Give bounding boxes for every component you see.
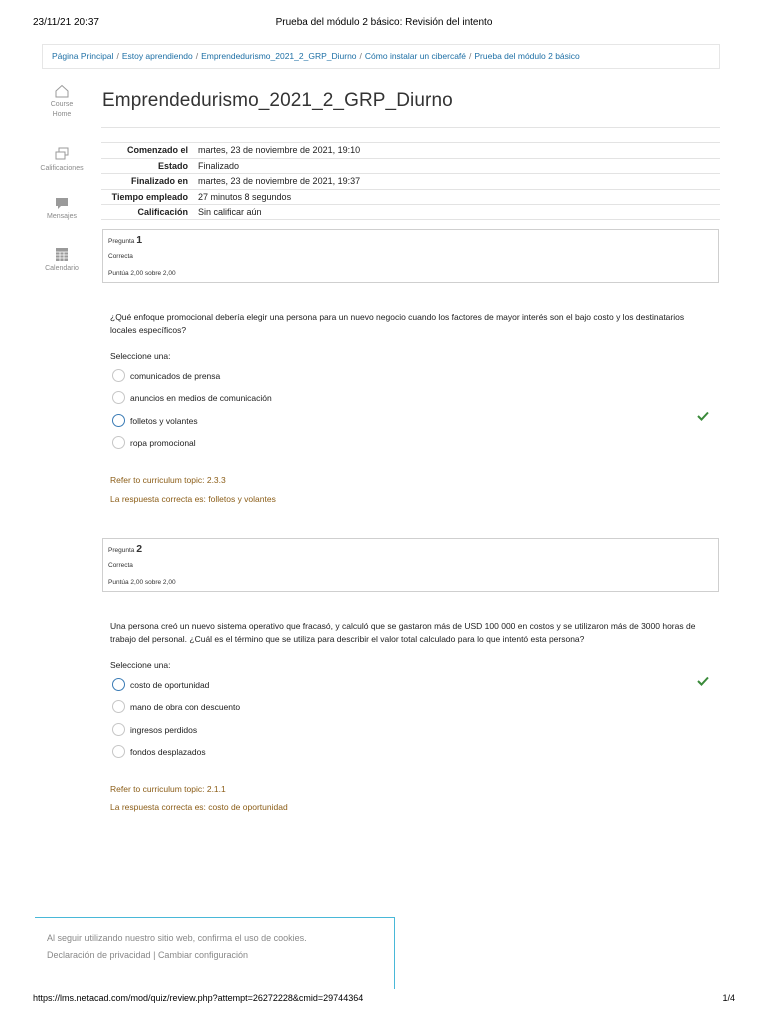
correct-check-icon <box>697 676 709 686</box>
nav-grades[interactable] <box>34 146 90 174</box>
summary-value: 27 minutos 8 segundos <box>198 191 292 202</box>
print-footer <box>33 993 735 1007</box>
question-1-topic: Refer to curriculum topic: 2.3.3 <box>110 475 226 485</box>
summary-label: Estado <box>157 160 188 171</box>
radio-button[interactable] <box>112 369 125 382</box>
correct-check-icon <box>697 411 709 421</box>
message-icon <box>54 196 70 210</box>
nav-calendar[interactable] <box>34 247 90 274</box>
question-1-text: ¿Qué enfoque promocional debería elegir una persona para un nuevo negocio cuando los factores de mayor interés son el bajo costo y los destinatarios locales específicos? <box>110 312 685 335</box>
breadcrumb-separator: / <box>469 51 472 61</box>
question-number-value: 1 <box>136 234 143 246</box>
question-prefix: Pregunta <box>108 547 135 554</box>
summary-value: martes, 23 de noviembre de 2021, 19:37 <box>198 176 361 186</box>
question-2-prompt: Seleccione una: <box>110 660 171 670</box>
summary-row <box>101 204 720 220</box>
nav-grades-label: Calificaciones <box>40 165 84 172</box>
summary-label: Finalizado en <box>130 176 188 186</box>
question-number-value: 2 <box>136 543 143 555</box>
answer-option[interactable] <box>112 435 196 451</box>
answer-label: ingresos perdidos <box>130 724 198 735</box>
cookie-banner <box>35 917 395 989</box>
grades-icon <box>54 146 70 162</box>
question-grade: Puntúa 2,00 sobre 2,00 <box>108 270 176 277</box>
answer-option-selected[interactable] <box>112 413 198 429</box>
answer-label: ropa promocional <box>130 437 196 448</box>
breadcrumb <box>42 44 720 69</box>
summary-label: Tiempo empleado <box>111 191 188 202</box>
answer-option[interactable] <box>112 390 272 406</box>
question-grade: Puntúa 2,00 sobre 2,00 <box>108 579 176 586</box>
attempt-summary-table <box>101 142 720 220</box>
breadcrumb-quiz[interactable]: Prueba del módulo 2 básico <box>474 51 580 61</box>
answer-option[interactable] <box>112 722 197 738</box>
breadcrumb-home[interactable]: Página Principal <box>52 51 114 61</box>
print-date: 23/11/21 20:37 <box>33 17 99 28</box>
answer-label: costo de oportunidad <box>130 679 210 690</box>
radio-button[interactable] <box>112 700 125 713</box>
answer-option[interactable] <box>112 699 240 715</box>
change-settings-link[interactable]: Cambiar configuración <box>157 950 248 960</box>
divider <box>101 127 720 128</box>
breadcrumb-separator: / <box>116 51 119 61</box>
breadcrumb-separator: / <box>359 51 362 61</box>
breadcrumb-course[interactable]: Emprendedurismo_2021_2_GRP_Diurno <box>201 51 357 61</box>
print-title: Prueba del módulo 2 básico: Revisión del intento <box>275 17 493 28</box>
summary-row <box>101 189 720 205</box>
nav-messages-label: Mensajes <box>47 213 77 220</box>
question-state: Correcta <box>108 253 133 260</box>
breadcrumb-section[interactable]: Cómo instalar un cibercafé <box>364 51 467 61</box>
question-2-text: Una persona creó un nuevo sistema operativo que fracasó, y calculó que se gastaron más de USD 100 000 en costos y se utilizaron más de 3000 horas de trabajo del personal. ¿Cuál es el término que se utiliza para describir el valor total calculado para lo que intentó esta persona? <box>110 621 696 644</box>
question-1-info <box>102 229 719 283</box>
print-header <box>33 17 735 31</box>
radio-button[interactable] <box>112 723 125 736</box>
question-state: Correcta <box>108 562 133 569</box>
question-number <box>108 234 713 247</box>
radio-button[interactable] <box>112 436 125 449</box>
summary-row <box>101 173 720 189</box>
radio-button-selected[interactable] <box>112 678 125 691</box>
summary-label: Comenzado el <box>126 145 188 155</box>
question-2-correct-answer: La respuesta correcta es: costo de oportunidad <box>110 802 288 812</box>
question-2-info <box>102 538 719 592</box>
radio-button-selected[interactable] <box>112 414 125 427</box>
cookie-divider: | <box>153 950 156 960</box>
summary-row <box>101 142 720 158</box>
cookie-links <box>47 950 248 960</box>
breadcrumb-learning[interactable]: Estoy aprendiendo <box>121 51 193 61</box>
answer-label: folletos y volantes <box>130 415 198 426</box>
breadcrumb-separator: / <box>195 51 199 61</box>
radio-button[interactable] <box>112 391 125 404</box>
print-page-number: 1/4 <box>722 993 735 1003</box>
nav-course-home-label-1: Course <box>50 101 74 108</box>
privacy-link[interactable]: Declaración de privacidad <box>47 950 151 960</box>
answer-option[interactable] <box>112 744 206 760</box>
question-prefix: Pregunta <box>108 238 135 245</box>
answer-option-selected[interactable] <box>112 677 209 693</box>
nav-course-home-label-2: Home <box>52 111 72 118</box>
answer-label: comunicados de prensa <box>130 370 221 381</box>
question-1-correct-answer: La respuesta correcta es: folletos y volantes <box>110 494 276 504</box>
answer-label: mano de obra con descuento <box>130 701 241 712</box>
summary-value: Sin calificar aún <box>198 207 262 217</box>
summary-value: martes, 23 de noviembre de 2021, 19:10 <box>198 145 361 155</box>
print-url: https://lms.netacad.com/mod/quiz/review.php?attempt=26272228&cmid=29744364 <box>33 993 364 1003</box>
radio-button[interactable] <box>112 745 125 758</box>
answer-option[interactable] <box>112 368 220 384</box>
nav-calendar-label: Calendario <box>45 265 79 272</box>
question-number <box>108 543 713 556</box>
question-1-prompt: Seleccione una: <box>110 351 171 361</box>
summary-label: Calificación <box>137 207 188 217</box>
nav-messages[interactable] <box>34 196 90 222</box>
summary-row <box>101 158 720 174</box>
question-2-topic: Refer to curriculum topic: 2.1.1 <box>110 784 226 794</box>
calendar-icon <box>54 247 70 262</box>
summary-value: Finalizado <box>198 160 240 171</box>
nav-course-home[interactable] <box>34 84 90 120</box>
page-title: Emprendedurismo_2021_2_GRP_Diurno <box>102 90 453 111</box>
home-icon <box>54 84 70 98</box>
answer-label: anuncios en medios de comunicación <box>130 392 272 403</box>
answer-label: fondos desplazados <box>130 746 206 757</box>
cookie-message: Al seguir utilizando nuestro sitio web, confirma el uso de cookies. <box>47 933 307 943</box>
